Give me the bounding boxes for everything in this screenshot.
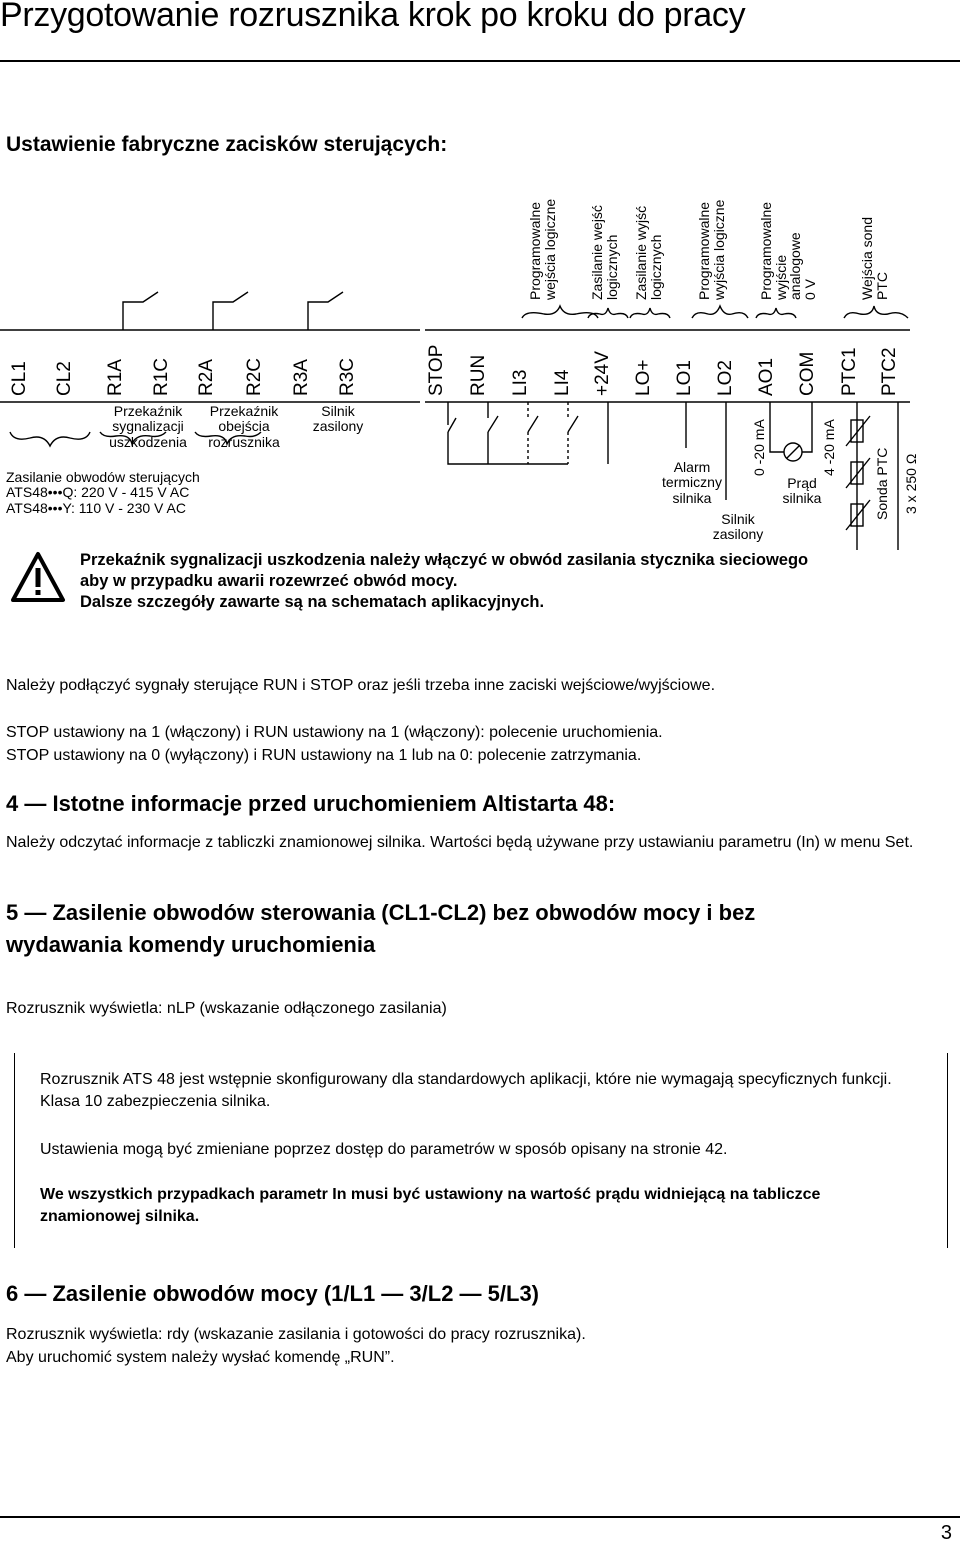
terminal-r2c: R2C: [244, 357, 265, 396]
range-0-20-label: 0 -20 mA: [751, 419, 767, 476]
relay-bypass-label: Przekaźnik obejścia rozrusznika: [208, 403, 280, 450]
paragraph-stop-run-start: STOP ustawiony na 1 (włączony) i RUN ustawiony na 1 (włączony): polecenie uruchomienia.: [6, 724, 663, 741]
terminal-com: COM: [797, 351, 818, 396]
terminal-r3c: R3C: [337, 357, 358, 396]
ptc-probe-label: Sonda PTC: [874, 447, 890, 520]
terminal-run: RUN: [468, 354, 489, 396]
heading-section-5: 5 — Zasilenie obwodów sterowania (CL1-CL2) bez obwodów mocy i bez wydawania komendy uruchomienia: [6, 900, 756, 957]
terminal-r1a: R1A: [105, 359, 126, 396]
label-analog-output: Programowalne wyjście analogowe 0 V: [758, 201, 819, 300]
paragraph-section-6-a: Rozrusznik wyświetla: rdy (wskazanie zasilania i gotowości do pracy rozrusznika).: [6, 1326, 586, 1343]
terminal-lo-plus: LO+: [633, 359, 654, 396]
terminal-lo2: LO2: [715, 360, 736, 396]
ptc-resistance-label: 3 x 250 Ω: [903, 453, 919, 514]
alarm-label: Alarm termiczny silnika: [662, 459, 722, 506]
label-logic-outputs: Programowalne wyjścia logiczne: [696, 199, 727, 300]
page-title: Przygotowanie rozrusznika krok po kroku do pracy: [0, 0, 746, 34]
footer-rule: [0, 1516, 960, 1518]
section-subtitle: Ustawienie fabryczne zacisków sterujących:: [6, 133, 448, 156]
page-number: 3: [940, 1522, 952, 1544]
title-rule: [0, 60, 960, 62]
terminal-cl2: CL2: [54, 361, 75, 396]
terminal-li3: LI3: [510, 369, 531, 396]
range-4-20-label: 4 -20 mA: [821, 419, 837, 476]
terminal-r2a: R2A: [196, 359, 217, 396]
heading-section-6: 6 — Zasilenie obwodów mocy (1/L1 — 3/L2 — 5/L3): [6, 1281, 540, 1306]
terminal-24v: +24V: [592, 351, 613, 396]
label-logic-output-supply: Zasilanie wyjść logicznych: [633, 205, 664, 300]
terminal-cl1: CL1: [9, 361, 30, 396]
paragraph-stop-run-stop: STOP ustawiony na 0 (wyłączony) i RUN ustawiony na 1 lub na 0: polecenie zatrzymania.: [6, 747, 642, 764]
label-logic-input-supply: Zasilanie wejść logicznych: [589, 205, 620, 300]
terminal-r3a: R3A: [291, 359, 312, 396]
current-label: Prąd silnika: [782, 475, 822, 507]
info-box-text-3: We wszystkich przypadkach parametr In musi być ustawiony na wartość prądu widniejącą na tabliczce znamionowej silnika.: [40, 1186, 821, 1225]
relay-fault-label: Przekaźnik sygnalizacji uszkodzenia: [109, 403, 187, 450]
supply-label: Zasilanie obwodów sterujących ATS48•••Q: 220 V - 415 V AC ATS48•••Y: 110 V - 230 V AC: [6, 469, 200, 516]
info-box-text-1: Rozrusznik ATS 48 jest wstępnie skonfigurowany dla standardowych aplikacji, które nie wymagają specyficznych funkcji. Klasa 10 zabezpieczenia silnika.: [40, 1071, 892, 1110]
paragraph-section-4: Należy odczytać informacje z tabliczki znamionowej silnika. Wartości będą używane przy ustawianiu parametru (In) w menu Set.: [6, 834, 914, 851]
label-ptc-inputs: Wejścia sond PTC: [859, 216, 890, 300]
heading-section-4: 4 — Istotne informacje przed uruchomieniem Altistarta 48:: [6, 791, 616, 816]
paragraph-section-5: Rozrusznik wyświetla: nLP (wskazanie odłączonego zasilania): [6, 1000, 447, 1017]
terminal-li4: LI4: [552, 369, 573, 396]
warning-icon: [10, 550, 66, 604]
label-logic-inputs: Programowalne wejścia logiczne: [527, 198, 558, 300]
relay-motor-label: Silnik zasilony: [312, 403, 364, 435]
terminal-r1c: R1C: [151, 357, 172, 396]
info-box-text-2: Ustawienia mogą być zmieniane poprzez dostęp do parametrów w sposób opisany na stronie 42.: [40, 1141, 728, 1158]
paragraph-connect-signals: Należy podłączyć sygnały sterujące RUN i STOP oraz jeśli trzeba inne zaciski wejściowe/wyjściowe.: [6, 677, 716, 694]
motor-on-label: Silnik zasilony: [712, 511, 764, 543]
paragraph-section-6-b: Aby uruchomić system należy wysłać komendę „RUN”.: [6, 1349, 395, 1366]
terminal-ptc2: PTC2: [879, 347, 900, 396]
warning-text: Przekaźnik sygnalizacji uszkodzenia należy włączyć w obwód zasilania stycznika sieciowego aby w przypadku awarii rozewrzeć obwód mocy. Dalsze szczegóły zawarte są na schematach aplikacyjnych.: [80, 551, 809, 611]
terminal-ptc1: PTC1: [839, 347, 860, 396]
terminal-lo1: LO1: [674, 360, 695, 396]
terminal-ao1: AO1: [756, 357, 777, 396]
terminal-diagram: [0, 170, 960, 550]
terminal-stop: STOP: [426, 344, 447, 396]
